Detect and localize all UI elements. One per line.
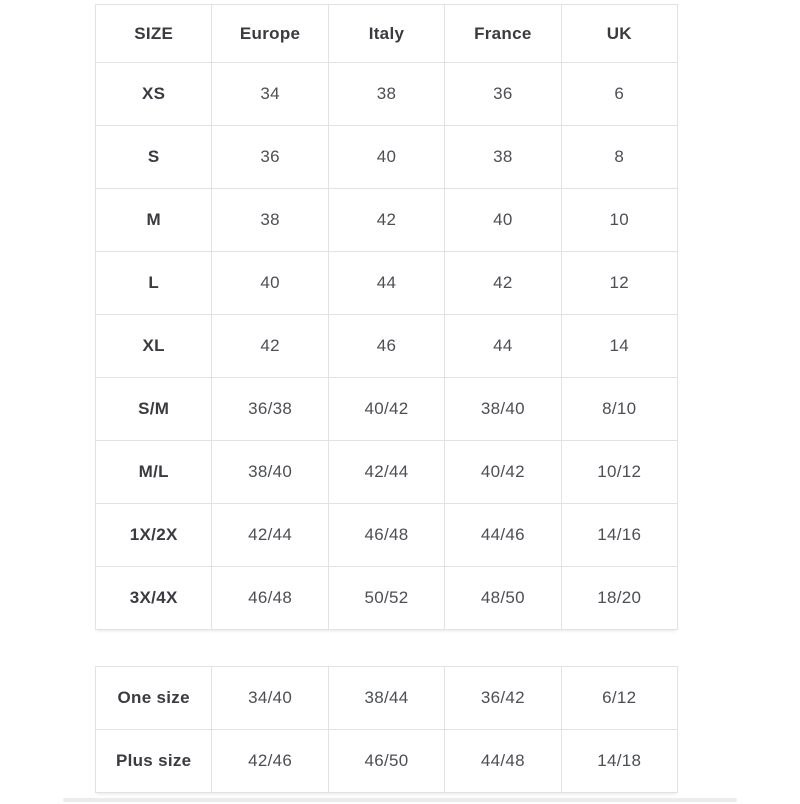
- uk-value: 6: [561, 63, 677, 126]
- table-row-plus-size: [96, 730, 678, 793]
- europe-value: 34: [212, 63, 328, 126]
- france-value: 44: [445, 315, 561, 378]
- italy-value: 40/42: [328, 378, 444, 441]
- table-row-xs: [96, 63, 678, 126]
- france-value: 36: [445, 63, 561, 126]
- horizontal-scrollbar-thumb[interactable]: [63, 798, 737, 802]
- table-row-m: [96, 189, 678, 252]
- size-label: M: [96, 189, 212, 252]
- size-label: L: [96, 252, 212, 315]
- table-row-l: [96, 252, 678, 315]
- europe-value: 36/38: [212, 378, 328, 441]
- italy-value: 42: [328, 189, 444, 252]
- france-value: 38/40: [445, 378, 561, 441]
- uk-value: 8: [561, 126, 677, 189]
- table-row-sm: [96, 378, 678, 441]
- size-label: XL: [96, 315, 212, 378]
- uk-value: 18/20: [561, 567, 677, 630]
- italy-value: 44: [328, 252, 444, 315]
- europe-value: 40: [212, 252, 328, 315]
- uk-value: 6/12: [561, 667, 677, 730]
- table-row-s: [96, 126, 678, 189]
- italy-value: 46/48: [328, 504, 444, 567]
- france-value: 44/46: [445, 504, 561, 567]
- table-row-ml: [96, 441, 678, 504]
- column-header-size: SIZE: [96, 5, 212, 63]
- table-row-one-size: [96, 667, 678, 730]
- italy-value: 38/44: [328, 667, 444, 730]
- france-value: 44/48: [445, 730, 561, 793]
- france-value: 38: [445, 126, 561, 189]
- uk-value: 10: [561, 189, 677, 252]
- size-label: S/M: [96, 378, 212, 441]
- france-value: 42: [445, 252, 561, 315]
- size-label: S: [96, 126, 212, 189]
- uk-value: 14/18: [561, 730, 677, 793]
- table-row-3x4x: [96, 567, 678, 630]
- europe-value: 34/40: [212, 667, 328, 730]
- italy-value: 46/50: [328, 730, 444, 793]
- size-label: M/L: [96, 441, 212, 504]
- europe-value: 42: [212, 315, 328, 378]
- size-label: 1X/2X: [96, 504, 212, 567]
- europe-value: 46/48: [212, 567, 328, 630]
- france-value: 40/42: [445, 441, 561, 504]
- france-value: 36/42: [445, 667, 561, 730]
- italy-value: 42/44: [328, 441, 444, 504]
- uk-value: 10/12: [561, 441, 677, 504]
- italy-value: 40: [328, 126, 444, 189]
- uk-value: 14/16: [561, 504, 677, 567]
- size-label: 3X/4X: [96, 567, 212, 630]
- europe-value: 38/40: [212, 441, 328, 504]
- italy-value: 46: [328, 315, 444, 378]
- italy-value: 50/52: [328, 567, 444, 630]
- europe-value: 38: [212, 189, 328, 252]
- europe-value: 36: [212, 126, 328, 189]
- table-row-1x2x: [96, 504, 678, 567]
- uk-value: 8/10: [561, 378, 677, 441]
- uk-value: 12: [561, 252, 677, 315]
- size-label: Plus size: [96, 730, 212, 793]
- europe-value: 42/46: [212, 730, 328, 793]
- header-row: [96, 5, 678, 63]
- uk-value: 14: [561, 315, 677, 378]
- special-sizes-table: [95, 666, 678, 793]
- table-row-xl: [96, 315, 678, 378]
- europe-value: 42/44: [212, 504, 328, 567]
- size-conversion-table: [95, 4, 678, 630]
- italy-value: 38: [328, 63, 444, 126]
- column-header-europe: Europe: [212, 5, 328, 63]
- column-header-italy: Italy: [328, 5, 444, 63]
- size-label: One size: [96, 667, 212, 730]
- size-label: XS: [96, 63, 212, 126]
- column-header-france: France: [445, 5, 561, 63]
- france-value: 48/50: [445, 567, 561, 630]
- column-header-uk: UK: [561, 5, 677, 63]
- france-value: 40: [445, 189, 561, 252]
